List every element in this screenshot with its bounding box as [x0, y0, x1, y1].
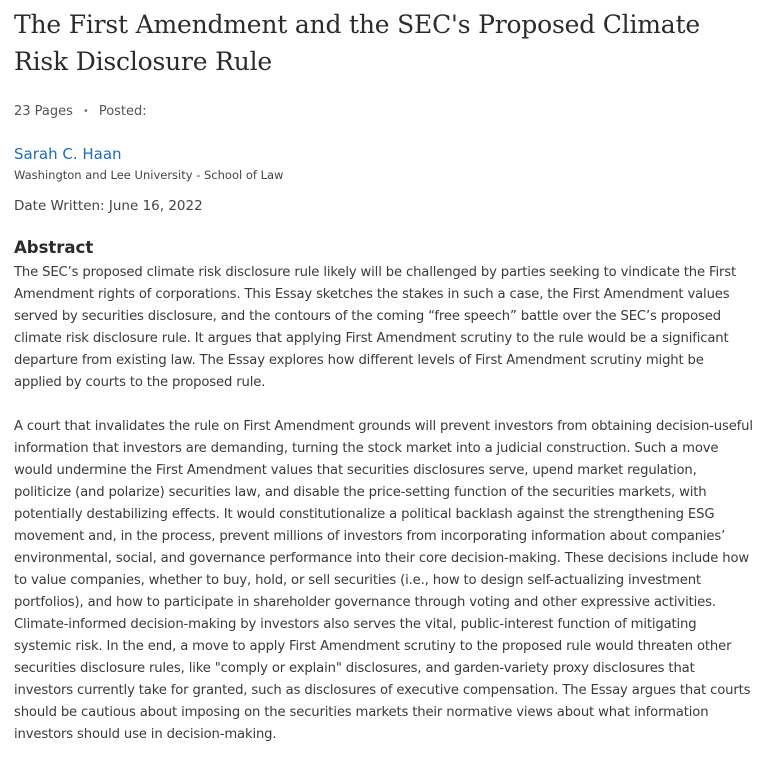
posted-label: Posted:: [98, 103, 147, 119]
paper-meta: [14, 102, 745, 120]
abstract-paragraph: A court that invalidates the rule on First Amendment grounds will prevent investors from obtaining decision-useful information that investors are demanding, turning the stock market into a judicial construction. Such a move would undermine the First Amendment values that securities disclosures serve, upend market regulation, politicize (and polarize) securities law, and disable the price-setting function of the securities markets, with potentially destabilizing effects. It would constitutionalize a political backlash against the strengthening ESG movement and, in the process, prevent millions of investors from incorporating information about companies’ environmental, social, and governance performance into their core decision-making. These decisions include how to value companies, whether to buy, hold, or sell securities (i.e., how to design self-actualizing investment portfolios), and how to participate in shareholder governance through voting and other expressive activities. Climate-informed decision-making by investors also serves the vital, public-interest function of mitigating systemic risk. In the end, a move to apply First Amendment scrutiny to the proposed rule would threaten other securities disclosure rules, like "comply or explain" disclosures, and garden-variety proxy disclosures that investors currently take for granted, such as disclosures of executive compensation. The Essay argues that courts should be cautious about imposing on the securities markets their normative views about what information investors should use in decision-making.: [14, 419, 753, 742]
author-affiliation: Washington and Lee University - School of Law: [14, 168, 284, 182]
bullet-separator-icon: •: [82, 105, 89, 117]
date-written: Date Written: June 16, 2022: [14, 198, 203, 214]
abstract-paragraph: The SEC’s proposed climate risk disclosure rule likely will be challenged by parties seeking to vindicate the First Amendment rights of corporations. This Essay sketches the stakes in such a case, the First Amendment values served by securities disclosure, and the contours of the coming “free speech” battle over the SEC’s proposed climate risk disclosure rule. It argues that applying First Amendment scrutiny to the rule would be a significant departure from existing law. The Essay explores how different levels of First Amendment scrutiny might be applied by courts to the proposed rule.: [14, 265, 736, 390]
author-link[interactable]: Sarah C. Haan: [14, 145, 122, 163]
abstract-heading: Abstract: [14, 238, 94, 257]
abstract-body: [14, 262, 753, 746]
paper-title: The First Amendment and the SEC's Proposed Climate Risk Disclosure Rule: [14, 10, 700, 76]
page-count: 23 Pages: [14, 103, 73, 119]
